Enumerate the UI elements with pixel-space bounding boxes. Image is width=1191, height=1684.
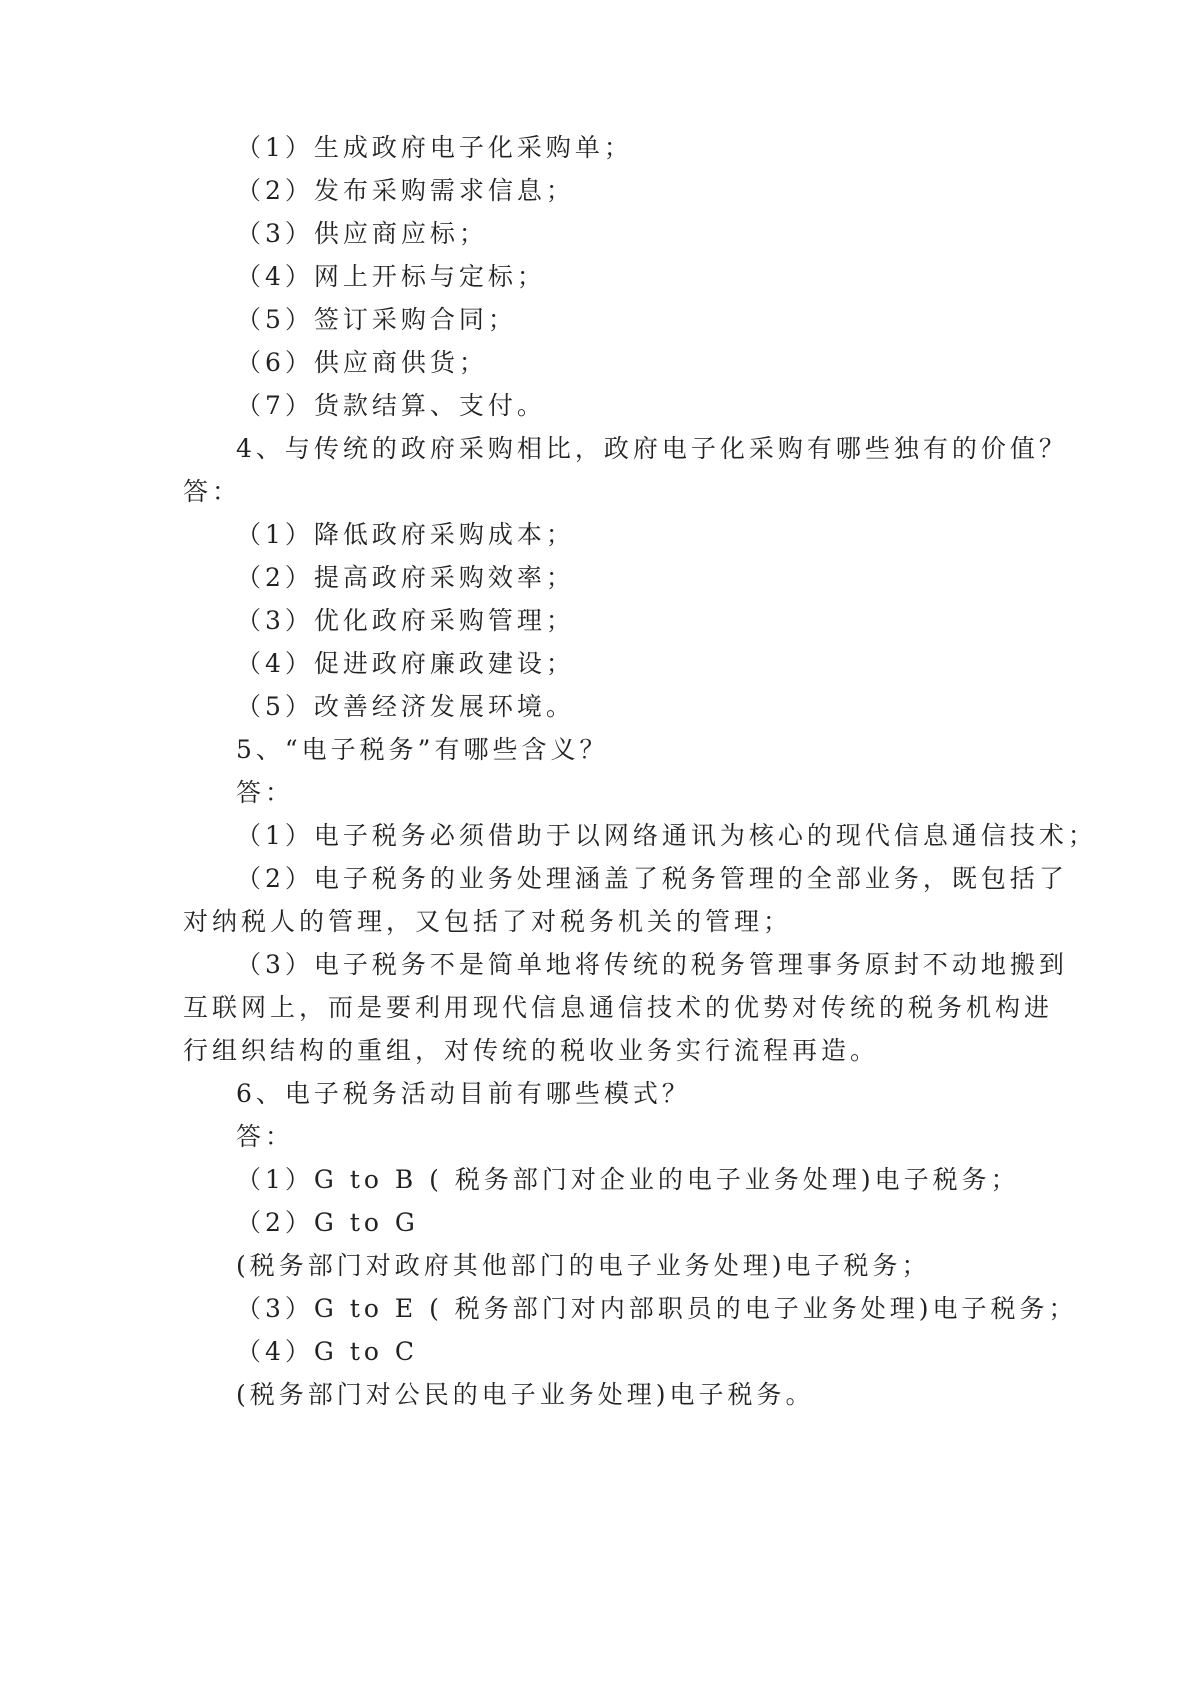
list-item: （3）优化政府采购管理；: [236, 606, 575, 635]
answer-label: 答：: [183, 477, 242, 506]
list-item: （3）供应商应标；: [236, 219, 488, 248]
paragraph-line: 互联网上，而是要利用现代信息通信技术的优势对传统的税务机构进: [183, 993, 1054, 1022]
question-heading: 6、电子税务活动目前有哪些模式？: [236, 1079, 691, 1108]
paragraph-line: (税务部门对公民的电子业务处理)电子税务。: [236, 1380, 815, 1409]
list-item: （1）降低政府采购成本；: [236, 520, 575, 549]
paragraph-line: 行组织结构的重组，对传统的税收业务实行流程再造。: [183, 1036, 880, 1065]
list-item: （2）发布采购需求信息；: [236, 176, 575, 205]
list-item: （5）签订采购合同；: [236, 305, 517, 334]
list-item: （1）电子税务必须借助于以网络通讯为核心的现代信息通信技术；: [236, 821, 1097, 850]
list-item: （3）G to E ( 税务部门对内部职员的电子业务处理)电子税务；: [236, 1294, 1078, 1323]
paragraph-line: 对纳税人的管理，又包括了对税务机关的管理；: [183, 907, 793, 936]
question-heading: 4、与传统的政府采购相比，政府电子化采购有哪些独有的价值？: [236, 434, 1068, 463]
list-item: （5）改善经济发展环境。: [236, 692, 575, 721]
list-item: （2）提高政府采购效率；: [236, 563, 575, 592]
list-item: （4）促进政府廉政建设；: [236, 649, 575, 678]
answer-label: 答：: [236, 1122, 295, 1151]
list-item: （3）电子税务不是简单地将传统的税务管理事务原封不动地搬到: [236, 950, 1068, 979]
list-item: （1）G to B ( 税务部门对企业的电子业务处理)电子税务；: [236, 1165, 1020, 1194]
list-item: （2）电子税务的业务处理涵盖了税务管理的全部业务，既包括了: [236, 864, 1068, 893]
question-heading: 5、“电子税务”有哪些含义？: [236, 735, 609, 764]
list-item: （2）G to G: [236, 1208, 419, 1237]
list-item: （4）网上开标与定标；: [236, 262, 546, 291]
list-item: （7）货款结算、支付。: [236, 391, 546, 420]
list-item: （6）供应商供货；: [236, 348, 488, 377]
answer-label: 答：: [236, 778, 295, 807]
list-item: （4）G to C: [236, 1337, 418, 1366]
list-item: （1）生成政府电子化采购单；: [236, 133, 633, 162]
paragraph-line: (税务部门对政府其他部门的电子业务处理)电子税务；: [236, 1251, 931, 1280]
